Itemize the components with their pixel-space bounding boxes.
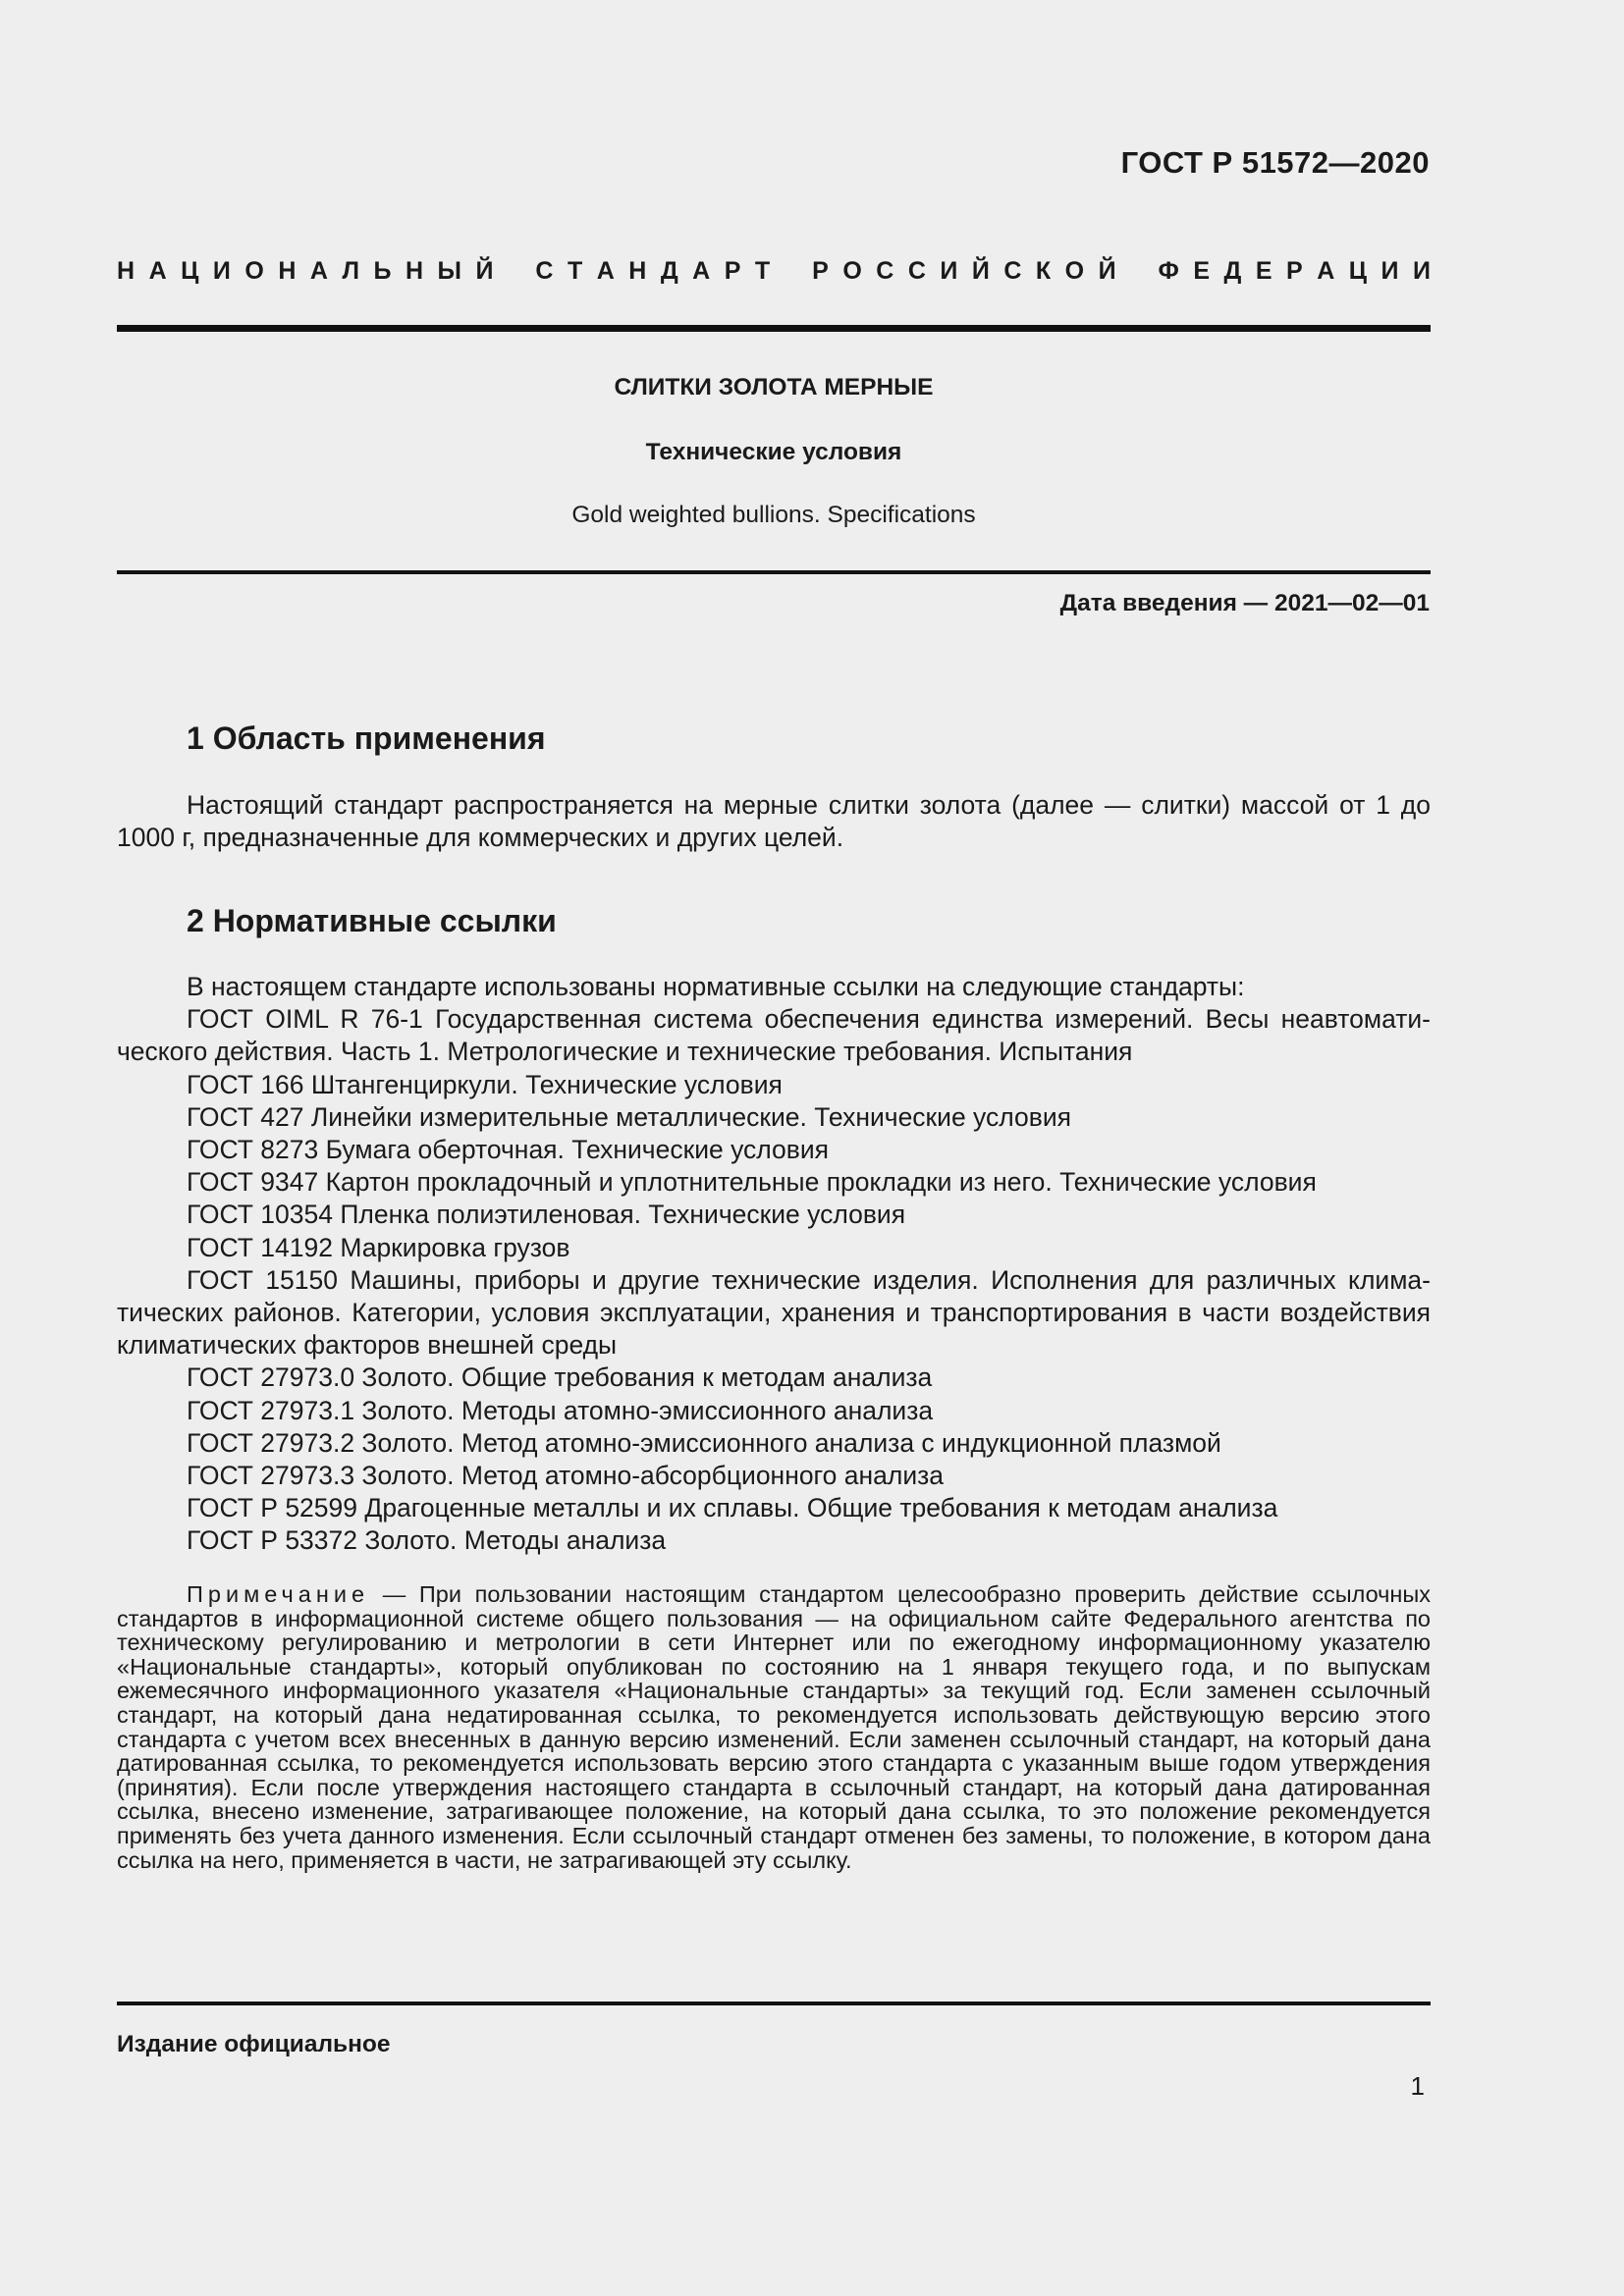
document-code: ГОСТ Р 51572—2020 <box>1120 145 1430 180</box>
official-edition-label: Издание официальное <box>117 2031 391 2057</box>
paragraph: В настоящем стандарте использованы нормативные ссылки на следующие стандарты: <box>187 972 1245 1001</box>
note <box>117 1582 1431 1872</box>
reference-item: ГОСТ Р 53372 Золото. Методы анализа <box>187 1525 667 1556</box>
reference-item: ГОСТ 14192 Маркировка грузов <box>187 1232 570 1262</box>
national-standard-word: Р О С С И Й С К О Й <box>812 257 1116 285</box>
reference-item: ГОСТ 10354 Пленка полиэтиленовая. Технические условия <box>187 1200 906 1230</box>
top-divider <box>117 325 1431 332</box>
reference-item: ГОСТ 8273 Бумага оберточная. Технические условия <box>187 1135 830 1165</box>
reference-item: ГОСТ 9347 Картон прокладочный и уплотнительные прокладки из него. Технические условия <box>187 1167 1317 1198</box>
note-text: — При пользовании настоящим стандартом целесообразно проверить действие ссылочных стандартов в информационной системе общего пользования — на официальном сайте Федерального агентства по техническому регулированию и метрологии в сети Интернет или по ежегодному информационному указателю «Национальные стандарты», который опубликован по состоянию на 1 января текущего года, и по выпускам ежемесячного информационного указателя «Национальные стандарты» за текущий год. Если заменен ссылочный стандарт, на который дана недатированная ссылка, то рекомендуется использовать действующую версию этого стандарта с учетом всех внесенных в данную версию изменений. Если заменен ссылочный стандарт, на который дана датированная ссылка, то рекомендуется использовать версию этого стандарта с указанным выше годом утверждения (принятия). Если после утверждения настоящего стандарта в ссылочный стандарт, на который дана датированная ссылка, внесено изменение, затрагивающее положение, на который дана ссылка, то это положение рекомендуется применять без учета данного изменения. Если ссылочный стандарт отменен без замены, то положение, в котором дана ссылка на него, применяется в части, не затрагивающей эту ссылку. <box>117 1581 1431 1873</box>
paragraph: Настоящий стандарт распространяется на мерные слитки золота (далее — слитки) массой от 1 до 1000 г, предназначенные для коммерческих и других целей. <box>117 790 1431 853</box>
national-standard-word: С Т А Н Д А Р Т <box>535 257 771 285</box>
reference-item: ГОСТ 27973.3 Золото. Метод атомно-абсорбционного анализа <box>187 1461 945 1491</box>
reference-item: ГОСТ 27973.1 Золото. Методы атомно-эмиссионного анализа <box>187 1395 934 1425</box>
section-1-body <box>117 789 1431 854</box>
national-standard-word: Н А Ц И О Н А Л Ь Н Ы Й <box>117 257 494 285</box>
note-label: Примечание <box>187 1581 370 1607</box>
section-2-body <box>117 971 1431 1558</box>
reference-item: ГОСТ 427 Линейки измерительные металлические. Технические условия <box>187 1101 1071 1132</box>
national-standard-word: Ф Е Д Е Р А Ц И И <box>1158 257 1431 285</box>
document-subtitle: Технические условия <box>645 439 902 465</box>
reference-item: ГОСТ 27973.0 Золото. Общие требования к методам анализа <box>187 1362 933 1393</box>
reference-item: ГОСТ OIML R 76-1 Государственная система обеспечения единства измерений. Весы неавтоматического действия. Часть 1. Метрологические и технические требования. Испытания <box>117 1004 1431 1067</box>
introduction-date: Дата введения — 2021—02—01 <box>1059 590 1430 616</box>
national-standard-title <box>117 257 1431 286</box>
document-english-title: Gold weighted bullions. Specifications <box>571 502 976 528</box>
title-divider <box>117 570 1431 574</box>
section-2-heading: 2 Нормативные ссылки <box>187 903 557 938</box>
document-title: СЛИТКИ ЗОЛОТА МЕРНЫЕ <box>614 374 934 400</box>
bottom-divider <box>117 2002 1431 2005</box>
section-1-heading: 1 Область применения <box>187 721 546 756</box>
reference-item: ГОСТ 166 Штангенциркули. Технические условия <box>187 1069 783 1099</box>
reference-item: ГОСТ 15150 Машины, приборы и другие технические изделия. Исполнения для различных климатических районов. Категории, условия эксплуатации, хранения и транспортирования в части воздействия климатических факторов внешней среды <box>117 1264 1431 1361</box>
reference-item: ГОСТ Р 52599 Драгоценные металлы и их сплавы. Общие требования к методам анализа <box>187 1493 1278 1523</box>
reference-item: ГОСТ 27973.2 Золото. Метод атомно-эмиссионного анализа с индукционной плазмой <box>187 1427 1221 1458</box>
page-number: 1 <box>1410 2071 1425 2101</box>
